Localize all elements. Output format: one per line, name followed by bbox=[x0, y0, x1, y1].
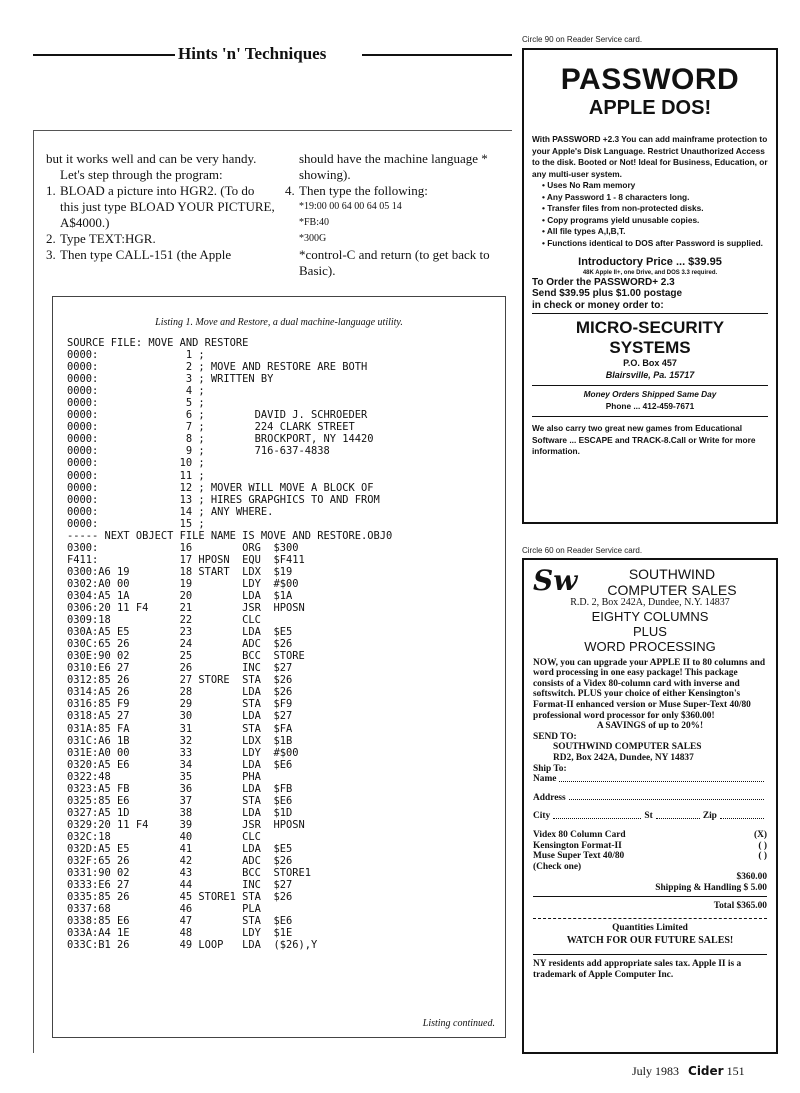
password-features bbox=[532, 180, 768, 249]
code-line: 0000: 12 ; MOVER WILL MOVE A BLOCK OF bbox=[67, 481, 374, 494]
subtotal: $360.00 bbox=[736, 872, 767, 883]
feature-item: • Uses No Ram memory bbox=[542, 180, 768, 192]
feature-item: • All file types A,I,B,T. bbox=[542, 226, 768, 238]
issue-date: July 1983 bbox=[632, 1064, 680, 1078]
step-3: 3. Then type CALL-151 (the Apple bbox=[46, 247, 232, 262]
magazine-name: Cider bbox=[688, 1064, 724, 1078]
article-column-2 bbox=[285, 151, 505, 279]
southwind-logo: Sw bbox=[533, 564, 578, 597]
send-to-label: SEND TO: bbox=[533, 731, 577, 742]
page-footer bbox=[632, 1064, 745, 1079]
password-subtitle: APPLE DOS! bbox=[588, 97, 712, 119]
code-line: 0304:A5 1A 20 LDA $1A bbox=[67, 589, 293, 602]
southwind-ad bbox=[522, 558, 778, 1054]
listing-continued: Listing continued. bbox=[422, 1018, 495, 1029]
code-line: 0000: 13 ; HIRES GRAPGHICS TO AND FROM bbox=[67, 493, 380, 506]
code-listing bbox=[67, 337, 392, 951]
phone-number: Phone ... 412-459-7671 bbox=[532, 401, 768, 418]
code-line: 0323:A5 FB 36 LDA $FB bbox=[67, 782, 293, 795]
section-title: Hints 'n' Techniques bbox=[178, 44, 327, 63]
southwind-address: R.D. 2, Box 242A, Dundee, N.Y. 14837 bbox=[570, 597, 730, 608]
total: Total $365.00 bbox=[713, 901, 767, 912]
code-line: 0000: 8 ; BROCKPORT, NY 14420 bbox=[67, 433, 374, 446]
state-field[interactable] bbox=[656, 811, 700, 819]
code-line: 0300:A6 19 18 START LDX $19 bbox=[67, 565, 293, 578]
command-1: *19:00 00 64 00 64 05 14 bbox=[299, 201, 402, 212]
micro-security-name-1: MICRO-SECURITY bbox=[575, 318, 725, 337]
southwind-header bbox=[533, 566, 767, 598]
code-line: 0333:E6 27 44 INC $27 bbox=[67, 879, 293, 892]
option-kensington[interactable]: Kensington Format-II ( ) bbox=[533, 840, 767, 851]
code-line: 0302:A0 00 19 LDY #$00 bbox=[67, 577, 299, 590]
option-videx[interactable]: Videx 80 Column Card (X) bbox=[533, 829, 767, 840]
address-label: Address bbox=[533, 792, 566, 803]
tax-note: NY residents add appropriate sales tax. Apple II is a trademark of Apple Computer Inc. bbox=[533, 959, 742, 980]
password-ad bbox=[522, 48, 778, 524]
header-rule-left bbox=[33, 54, 175, 56]
code-line: SOURCE FILE: MOVE AND RESTORE bbox=[67, 337, 249, 349]
code-line: F411: 17 HPOSN EQU $F411 bbox=[67, 553, 305, 566]
code-line: 0000: 11 ; bbox=[67, 469, 205, 482]
reader-service-note-60: Circle 60 on Reader Service card. bbox=[522, 546, 643, 555]
password-price: Introductory Price ... $39.95 bbox=[578, 256, 722, 268]
feature-item: • Functions identical to DOS after Password is supplied. bbox=[542, 238, 768, 250]
intro-text: but it works well and can be very handy. bbox=[46, 151, 257, 166]
code-line: 0335:85 26 45 STORE1 STA $26 bbox=[67, 891, 293, 904]
micro-security-address-2: Blairsville, Pa. 15717 bbox=[532, 370, 768, 387]
step-1: 1. BLOAD a picture into HGR2. (To do this just type BLOAD YOUR PICTURE, A$4000.) bbox=[46, 183, 275, 230]
feature-item: • Any Password 1 - 8 characters long. bbox=[542, 192, 768, 204]
reader-service-note-90: Circle 90 on Reader Service card. bbox=[522, 35, 643, 44]
step-2: 2. Type TEXT:HGR. bbox=[46, 231, 156, 246]
header-rule-right bbox=[362, 54, 512, 56]
order-line-1: To Order the PASSWORD+ 2.3 bbox=[532, 276, 675, 288]
code-line: 032C:18 40 CLC bbox=[67, 830, 261, 843]
code-line: 0306:20 11 F4 21 JSR HPOSN bbox=[67, 602, 305, 615]
name-label: Name bbox=[533, 774, 557, 785]
address-field[interactable] bbox=[569, 793, 764, 801]
feature-item: • Transfer files from non-protected disks. bbox=[542, 203, 768, 215]
code-line: 033C:B1 26 49 LOOP LDA ($26),Y bbox=[67, 939, 318, 952]
code-line: 032F:65 26 42 ADC $26 bbox=[67, 855, 293, 868]
state-label: St bbox=[644, 811, 653, 822]
code-line: 0000: 2 ; MOVE AND RESTORE ARE BOTH bbox=[67, 361, 368, 374]
dashed-divider bbox=[533, 918, 767, 919]
city-label: City bbox=[533, 811, 551, 822]
code-line: 0000: 3 ; WRITTEN BY bbox=[67, 373, 274, 386]
lead-text: Let's step through the program: bbox=[60, 167, 223, 182]
code-line: 0000: 6 ; DAVID J. SCHROEDER bbox=[67, 409, 368, 422]
code-line: 0327:A5 1D 38 LDA $1D bbox=[67, 806, 293, 819]
headline-1: EIGHTY COLUMNS bbox=[591, 608, 709, 624]
code-line: 0314:A5 26 28 LDA $26 bbox=[67, 686, 293, 699]
step-4: 4. Then type the following: bbox=[285, 183, 428, 198]
headline-3: WORD PROCESSING bbox=[584, 638, 716, 654]
code-line: 0000: 4 ; bbox=[67, 385, 205, 398]
code-line: 0300: 16 ORG $300 bbox=[67, 541, 299, 554]
ship-to-label: Ship To: bbox=[533, 763, 567, 774]
southwind-name-2: COMPUTER SALES bbox=[607, 582, 737, 598]
solid-divider bbox=[533, 954, 767, 955]
code-line: 0000: 15 ; bbox=[67, 517, 205, 530]
listing-caption: Listing 1. Move and Restore, a dual machine-language utility. bbox=[155, 317, 403, 328]
code-line: 0309:18 22 CLC bbox=[67, 614, 261, 627]
col2-continuation: should have the machine language * showing). bbox=[299, 151, 488, 182]
code-line: 0000: 14 ; ANY WHERE. bbox=[67, 505, 274, 518]
micro-security-name-2: SYSTEMS bbox=[609, 338, 691, 357]
headline-2: PLUS bbox=[633, 623, 667, 639]
code-line: 031A:85 FA 31 STA $FA bbox=[67, 722, 293, 735]
code-line: 0318:A5 27 30 LDA $27 bbox=[67, 710, 293, 723]
shipping-note: Money Orders Shipped Same Day bbox=[583, 389, 717, 399]
zip-label: Zip bbox=[702, 811, 717, 822]
code-line: 0000: 7 ; 224 CLARK STREET bbox=[67, 421, 355, 434]
code-line: 0310:E6 27 26 INC $27 bbox=[67, 662, 293, 675]
shipping-handling: Shipping & Handling $ 5.00 bbox=[533, 883, 767, 898]
code-line: 0000: 1 ; bbox=[67, 349, 205, 362]
code-line: 0322:48 35 PHA bbox=[67, 770, 261, 783]
send-to-name: SOUTHWIND COMPUTER SALES bbox=[553, 742, 702, 753]
order-line-2: Send $39.95 plus $1.00 postage bbox=[532, 288, 683, 299]
code-line: 0338:85 E6 47 STA $E6 bbox=[67, 915, 293, 928]
southwind-description: NOW, you can upgrade your APPLE II to 80 columns and word processing in one easy package! This package consists of a Videx 80-column card with inverse and softswitch. PLUS your choice of either Kensington's Format-II enhanced version or Muse Super-Text 40/80 professional word processor for only $360.00! bbox=[533, 657, 766, 721]
code-line: 0329:20 11 F4 39 JSR HPOSN bbox=[67, 818, 305, 831]
code-line: 030A:A5 E5 23 LDA $E5 bbox=[67, 626, 293, 639]
code-line: 0000: 9 ; 716-637-4838 bbox=[67, 445, 330, 458]
micro-security-address-1: P.O. Box 457 bbox=[623, 358, 677, 368]
code-line: 0320:A5 E6 34 LDA $E6 bbox=[67, 758, 293, 771]
article-column-1 bbox=[46, 151, 276, 263]
city-field[interactable] bbox=[553, 811, 641, 819]
command-2: *FB:40 bbox=[299, 217, 330, 228]
order-line-3: in check or money order to: bbox=[532, 300, 768, 315]
code-line: 0000: 10 ; bbox=[67, 457, 205, 470]
code-line: 030E:90 02 25 BCC STORE bbox=[67, 650, 305, 663]
southwind-name-1: SOUTHWIND bbox=[628, 566, 716, 582]
page-number: 151 bbox=[726, 1064, 745, 1078]
feature-item: • Copy programs yield unusable copies. bbox=[542, 215, 768, 227]
check-one-label: (Check one) bbox=[533, 861, 582, 872]
zip-field[interactable] bbox=[720, 811, 764, 819]
password-description: With PASSWORD +2.3 You can add mainframe protection to your Apple's Disk Language. Restrict Unauthorized Access to the disk. Booted or Not! Ideal for Business, Education, or any multi-user system. bbox=[532, 134, 768, 179]
code-line: 032D:A5 E5 41 LDA $E5 bbox=[67, 842, 293, 855]
password-requirements: 48K Apple II+, one Drive, and DOS 3.3 required. bbox=[582, 269, 718, 276]
password-title: PASSWORD bbox=[560, 63, 740, 96]
code-line: 0000: 5 ; bbox=[67, 397, 205, 410]
code-line: 0316:85 F9 29 STA $F9 bbox=[67, 698, 293, 711]
command-3: *300G bbox=[299, 233, 327, 244]
future-sales: WATCH FOR OUR FUTURE SALES! bbox=[566, 934, 734, 946]
code-line: 0337:68 46 PLA bbox=[67, 903, 261, 916]
savings-text: A SAVINGS of up to 20%! bbox=[596, 721, 704, 732]
code-line: ----- NEXT OBJECT FILE NAME IS MOVE AND RESTORE.OBJ0 bbox=[67, 529, 393, 542]
quantities-limited: Quantities Limited bbox=[612, 923, 688, 934]
code-line: 0325:85 E6 37 STA $E6 bbox=[67, 794, 293, 807]
code-line: 030C:65 26 24 ADC $26 bbox=[67, 638, 293, 651]
code-line: 031C:A6 1B 32 LDX $1B bbox=[67, 734, 293, 747]
password-body bbox=[524, 134, 776, 458]
code-line: 0312:85 26 27 STORE STA $26 bbox=[67, 674, 293, 687]
send-to-address: RD2, Box 242A, Dundee, NY 14837 bbox=[553, 752, 694, 763]
command-4: *control-C and return (to get back to Basic). bbox=[299, 247, 490, 278]
option-muse[interactable]: Muse Super Text 40/80 ( ) bbox=[533, 851, 767, 862]
name-field[interactable] bbox=[559, 774, 764, 782]
listing-box bbox=[52, 296, 506, 1038]
code-line: 033A:A4 1E 48 LDY $1E bbox=[67, 927, 293, 940]
code-line: 031E:A0 00 33 LDY #$00 bbox=[67, 746, 299, 759]
code-line: 0331:90 02 43 BCC STORE1 bbox=[67, 867, 311, 880]
games-note: We also carry two great new games from Educational Software ... ESCAPE and TRACK-8.Call or Write for more information. bbox=[532, 423, 756, 456]
